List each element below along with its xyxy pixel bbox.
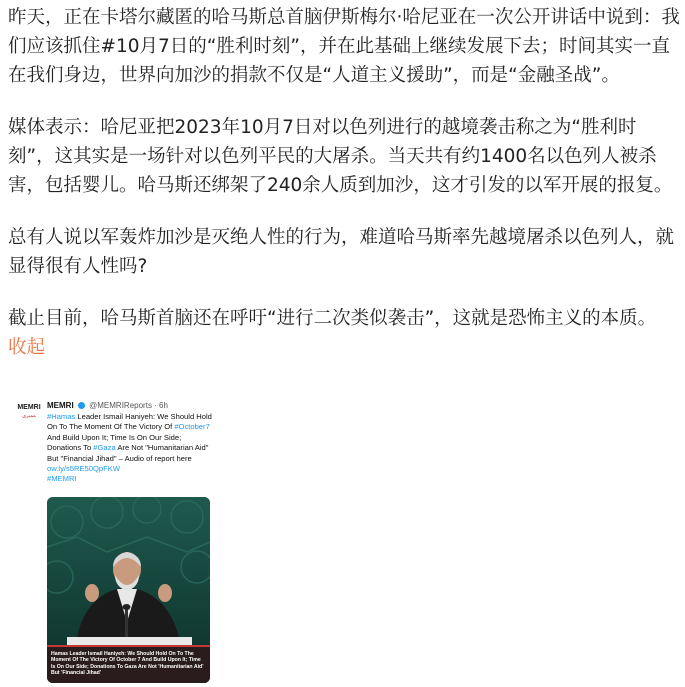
photo-caption: Hamas Leader Ismail Haniyeh: We Should Hold On To The Moment Of The Victory Of October 7 And Build Upon It; Time Is On Our Side; Donations To Gaza Are Not 'Humanitarian Aid' But 'Financial Jihad' [47,645,210,683]
tweet-author-handle: @MEMRIReports · 6h [89,401,168,410]
memri-logo-subtext: مميري [22,413,36,419]
collapse-link[interactable]: 收起 [8,337,46,358]
embedded-tweet-image[interactable] [14,398,214,687]
post-paragraph-4-text: 截止目前，哈马斯首脑还在呼吁“进行二次类似袭击”，这就是恐怖主义的本质。 [8,308,657,329]
verified-badge-icon [78,402,85,409]
tweet-header [47,401,168,410]
post-body [8,0,680,362]
tweet-text-part: Leader Ismail Haniyeh: We Should Hold On To The Moment Of The Victory Of [47,412,212,432]
post-paragraph-2: 媒体表示：哈尼亚把2023年10月7日对以色列进行的越境袭击称之为“胜利时刻”，这其实是一场针对以色列平民的大屠杀。当天共有约1400名以色列人被杀害，包括婴儿。哈马斯还绑架了240余人质到加沙，这才引发的以军开展的报复。 [8,117,673,196]
hashtag-gaza[interactable]: #Gaza [93,443,116,453]
memri-logo [16,404,42,426]
tweet-link[interactable]: ow.ly/s5RE50QpFKW [47,464,121,474]
hashtag-memri[interactable]: #MEMRI [47,474,77,484]
post-paragraph-3: 总有人说以军轰炸加沙是灭绝人性的行为，难道哈马斯率先越境屠杀以色列人，就显得很有人性吗? [8,227,675,277]
tweet-photo [47,497,210,683]
hashtag-october7[interactable]: #October7 [174,422,210,432]
post-paragraph-1: 昨天，正在卡塔尔藏匿的哈马斯总首脑伊斯梅尔·哈尼亚在一次公开讲话中说到：我们应该抓住#10月7日的“胜利时刻”，并在此基础上继续发展下去；时间其实一直在我们身边，世界向加沙的捐款不仅是“人道主义援助”，而是“金融圣战”。 [8,7,680,86]
memri-logo-text: MEMRI [17,404,41,411]
post-paragraph-4 [8,304,680,362]
tweet-text-part: Are Not "Humanitarian Aid" But "Financial Jihad" – Audio of report here [47,443,209,463]
tweet-text [47,412,217,485]
tweet-text-part: And Build Upon It; Time Is On Our Side; Donations To [47,432,182,453]
tweet-author-name: MEMRI [47,401,74,410]
hashtag-hamas[interactable]: #Hamas [47,412,76,421]
